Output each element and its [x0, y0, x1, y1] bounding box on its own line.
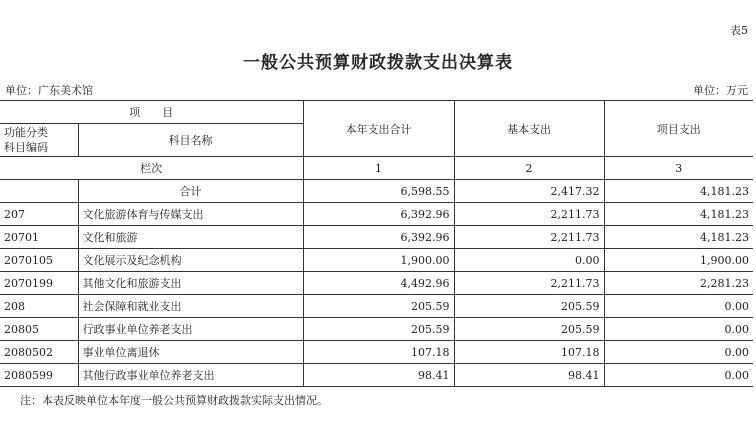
- table-row: [0, 203, 753, 226]
- row-total: 107.18: [303, 341, 454, 364]
- row-basic: 205.59: [454, 318, 604, 341]
- header-col3: 3: [604, 157, 753, 180]
- row-project: 4,181.23: [604, 203, 753, 226]
- table-row: [0, 364, 753, 387]
- row-name: 文化和旅游: [78, 226, 303, 249]
- row-project: 4,181.23: [604, 226, 753, 249]
- row-name: 事业单位离退休: [78, 341, 303, 364]
- row-code: 20701: [0, 226, 78, 249]
- row-name: 社会保障和就业支出: [78, 295, 303, 318]
- header-subject-name: 科目名称: [78, 124, 303, 157]
- header-project: 项目支出: [604, 101, 753, 157]
- row-code: 2070105: [0, 249, 78, 272]
- row-name: 其他行政事业单位养老支出: [78, 364, 303, 387]
- row-code: 20805: [0, 318, 78, 341]
- page-title: 一般公共预算财政拨款支出决算表: [243, 53, 513, 73]
- row-total: 1,900.00: [303, 249, 454, 272]
- table-row: [0, 295, 753, 318]
- header-col1: 1: [303, 157, 454, 180]
- total-row: [0, 180, 753, 203]
- row-project: 2,281.23: [604, 272, 753, 295]
- table-row: [0, 249, 753, 272]
- row-project: 0.00: [604, 364, 753, 387]
- total-code: [0, 180, 78, 203]
- header-item: 项 目: [0, 101, 303, 124]
- row-total: 205.59: [303, 295, 454, 318]
- header-lanci: 栏次: [0, 157, 303, 180]
- total-basic: 2,417.32: [454, 180, 604, 203]
- unit-currency: 单位：万元: [693, 84, 748, 97]
- row-project: 0.00: [604, 295, 753, 318]
- row-code: 2080502: [0, 341, 78, 364]
- header-col2: 2: [454, 157, 604, 180]
- row-project: 0.00: [604, 341, 753, 364]
- table-row: [0, 341, 753, 364]
- row-basic: 2,211.73: [454, 203, 604, 226]
- expenditure-table: [0, 100, 753, 387]
- row-basic: 98.41: [454, 364, 604, 387]
- total-total: 6,598.55: [303, 180, 454, 203]
- header-total: 本年支出合计: [303, 101, 454, 157]
- row-name: 文化展示及纪念机构: [78, 249, 303, 272]
- row-total: 98.41: [303, 364, 454, 387]
- table-row: [0, 226, 753, 249]
- table-row: [0, 272, 753, 295]
- row-code: 2080599: [0, 364, 78, 387]
- row-name: 其他文化和旅游支出: [78, 272, 303, 295]
- row-basic: 2,211.73: [454, 226, 604, 249]
- row-name: 行政事业单位养老支出: [78, 318, 303, 341]
- table-row: [0, 318, 753, 341]
- header-func-code: 功能分类 科目编码: [0, 124, 78, 157]
- total-project: 4,181.23: [604, 180, 753, 203]
- row-basic: 0.00: [454, 249, 604, 272]
- row-code: 207: [0, 203, 78, 226]
- row-code: 2070199: [0, 272, 78, 295]
- row-total: 4,492.96: [303, 272, 454, 295]
- row-total: 205.59: [303, 318, 454, 341]
- table-note: 注：本表反映单位本年度一般公共预算财政拨款实际支出情况。: [20, 394, 328, 407]
- unit-organization: 单位：广东美术馆: [5, 84, 93, 97]
- row-total: 6,392.96: [303, 226, 454, 249]
- row-total: 6,392.96: [303, 203, 454, 226]
- total-label: 合计: [78, 180, 303, 203]
- header-basic: 基本支出: [454, 101, 604, 157]
- row-name: 文化旅游体育与传媒支出: [78, 203, 303, 226]
- row-basic: 2,211.73: [454, 272, 604, 295]
- row-basic: 205.59: [454, 295, 604, 318]
- row-code: 208: [0, 295, 78, 318]
- row-project: 0.00: [604, 318, 753, 341]
- table-number: 表5: [730, 24, 748, 37]
- row-basic: 107.18: [454, 341, 604, 364]
- row-project: 1,900.00: [604, 249, 753, 272]
